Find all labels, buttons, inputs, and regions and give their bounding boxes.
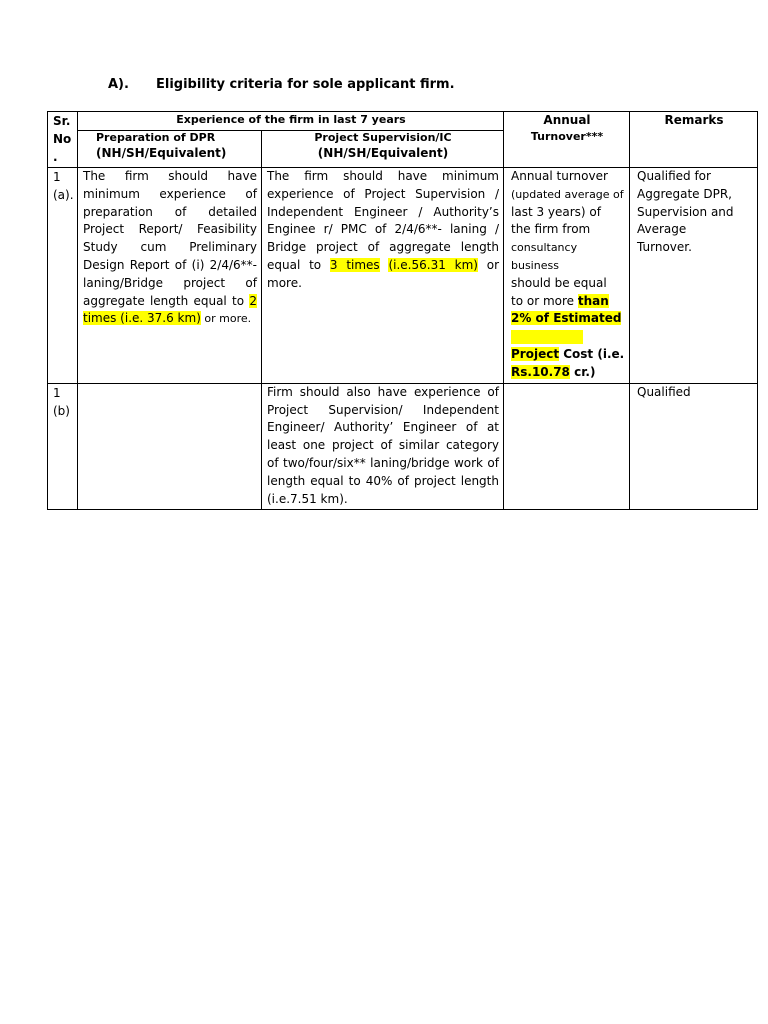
dpr-cell [78, 383, 262, 510]
turnover-cell [504, 383, 630, 510]
ps-cell: Firm should also have experience of Project Supervision/ Independent Engineer/ Authority’ Engineer of at least one project of similar category of two/four/six** laning/bridge work of length equal to 40% of project length (i.e.7.51 km). [262, 383, 504, 510]
dpr-cell: The firm should have minimum experience of preparation of detailed Project Report/ Feasibility Study cum Preliminary Design Report of (i) 2/4/6**- laning/Bridge project of aggregate length equal to 2 times (i.e. 37.6 km) or more. [78, 168, 262, 384]
highlight-block [511, 330, 583, 344]
table-row [48, 383, 758, 510]
remarks-cell: Qualified [630, 383, 758, 510]
eligibility-table [47, 111, 758, 510]
section-heading [108, 77, 455, 92]
section-title: Eligibility criteria for sole applicant firm. [156, 77, 455, 92]
table-row [48, 168, 758, 384]
section-number: A). [108, 77, 129, 92]
annual-turnover-header: Annual Turnover*** [504, 112, 630, 168]
dpr-header: Preparation of DPR (NH/SH/Equivalent) [78, 131, 262, 168]
sr-cell: 1 (b) [48, 383, 78, 510]
experience-header: Experience of the firm in last 7 years [78, 112, 504, 131]
ps-cell: The firm should have minimum experience of Project Supervision / Independent Engineer / Authority’s Enginee r/ PMC of 2/4/6**- laning / Bridge project of aggregate length equal to 3 times (i.e.56.31 km) or more. [262, 168, 504, 384]
ps-header: Project Supervision/IC (NH/SH/Equivalent) [262, 131, 504, 168]
sr-no-header: Sr. No . [48, 112, 78, 168]
remarks-header: Remarks [630, 112, 758, 168]
sr-cell: 1 (a). [48, 168, 78, 384]
turnover-cell: Annual turnover (updated average of last 3 years) of the firm from consultancy business should be equal to or more than 2% of Estimated Project Cost (i.e. Rs.10.78 cr.) [504, 168, 630, 384]
remarks-cell: Qualified for Aggregate DPR, Supervision and Average Turnover. [630, 168, 758, 384]
header-row-1 [48, 112, 758, 131]
